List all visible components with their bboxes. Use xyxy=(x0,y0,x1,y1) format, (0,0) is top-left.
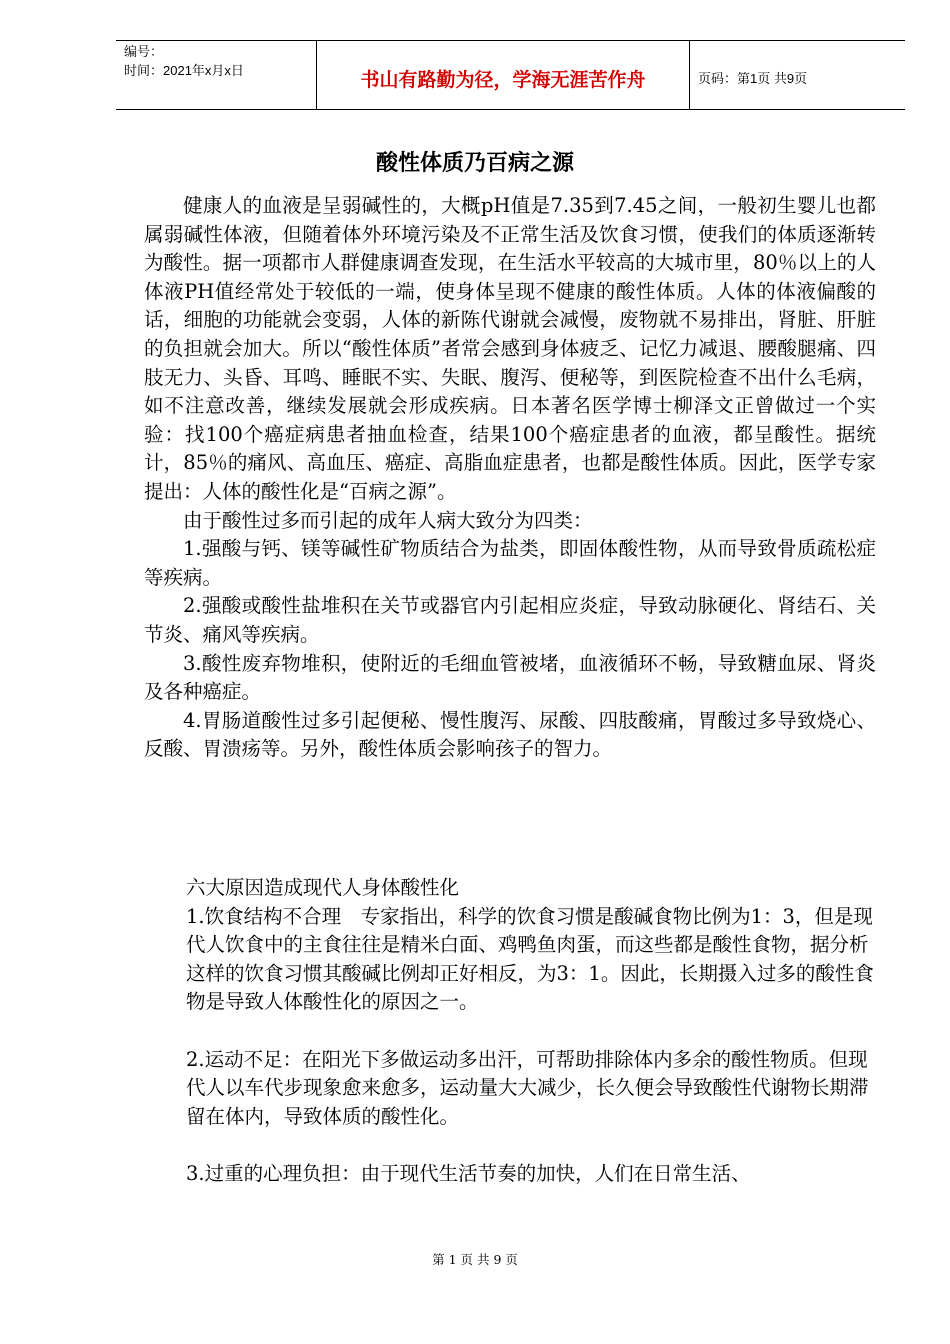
cause-1: 1.饮食结构不合理 专家指出，科学的饮食习惯是酸碱食物比例为1：3，但是现代人饮食中的主食往往是精米白面、鸡鸭鱼肉蛋，而这些都是酸性食物，据分析这样的饮食习惯其酸碱比例却正好相反，为3：1。因此，长期摄入过多的酸性食物是导致人体酸性化的原因之一。 xyxy=(186,904,874,1014)
header-page-info: 页码：第1页 共9页 xyxy=(698,70,808,86)
spacer xyxy=(186,1131,876,1160)
header-meta xyxy=(116,41,316,109)
paragraph-categories-intro: 由于酸性过多而引起的成年人病大致分为四类： xyxy=(183,508,593,532)
header-motto: 书山有路勤为径，学海无涯苦作舟 xyxy=(360,68,646,91)
section-six-causes xyxy=(186,874,876,1189)
paragraph-category-1: 1.强酸与钙、镁等碱性矿物质结合为盐类，即固体酸性物，从而导致骨质疏松症等疾病。 xyxy=(144,537,876,589)
cause-2: 2.运动不足：在阳光下多做运动多出汗，可帮助排除体内多余的酸性物质。但现代人以车代步现象愈来愈多，运动量大大减少，长久便会导致酸性代谢物长期滞留在体内，导致体质的酸性化。 xyxy=(186,1047,869,1128)
document-title: 酸性体质乃百病之源 xyxy=(375,151,574,176)
cause-3: 3.过重的心理负担：由于现代生活节奏的加快，人们在日常生活、 xyxy=(186,1161,751,1185)
main-body xyxy=(144,192,876,764)
document-number-label: 编号： xyxy=(124,44,164,59)
header-motto-cell xyxy=(316,41,690,109)
document-date: 时间：2021年x月x日 xyxy=(124,63,244,78)
paragraph-intro: 健康人的血液是呈弱碱性的，大概pH值是7.35到7.45之间，一般初生婴儿也都属弱碱性体液，但随着体外环境污染及不正常生活及饮食习惯，使我们的体质逐渐转为酸性。据一项都市人群健康调查发现，在生活水平较高的大城市里，80％以上的人体液PH值经常处于较低的一端，使身体呈现不健康的酸性体质。人体的体液偏酸的话，细胞的功能就会变弱，人体的新陈代谢就会减慢，废物就不易排出，肾脏、肝脏的负担就会加大。所以“酸性体质”者常会感到身体疲乏、记忆力减退、腰酸腿痛、四肢无力、头昏、耳鸣、睡眠不实、失眠、腹泻、便秘等，到医院检查不出什么毛病，如不注意改善，继续发展就会形成疾病。日本著名医学博士柳泽文正曾做过一个实验：找100个癌症病患者抽血检查，结果100个癌症患者的血液，都呈酸性。据统计，85％的痛风、高血压、癌症、高脂血症患者，也都是酸性体质。因此，医学专家提出：人体的酸性化是“百病之源”。 xyxy=(144,194,876,503)
page-footer: 第 1 页 共 9 页 xyxy=(432,1252,518,1267)
paragraph-category-3: 3.酸性废弃物堆积，使附近的毛细血管被堵，血液循环不畅，导致糖血尿、肾炎及各种癌症。 xyxy=(144,651,876,704)
paragraph-category-2: 2.强酸或酸性盐堆积在关节或器官内引起相应炎症，导致动脉硬化、肾结石、关节炎、痛风等疾病。 xyxy=(144,594,876,646)
spacer xyxy=(186,1017,876,1046)
header-table xyxy=(116,40,905,110)
paragraph-category-4: 4.胃肠道酸性过多引起便秘、慢性腹泻、尿酸、四肢酸痛，胃酸过多导致烧心、反酸、胃溃疡等。另外，酸性体质会影响孩子的智力。 xyxy=(144,708,876,761)
section-heading: 六大原因造成现代人身体酸性化 xyxy=(186,876,460,899)
